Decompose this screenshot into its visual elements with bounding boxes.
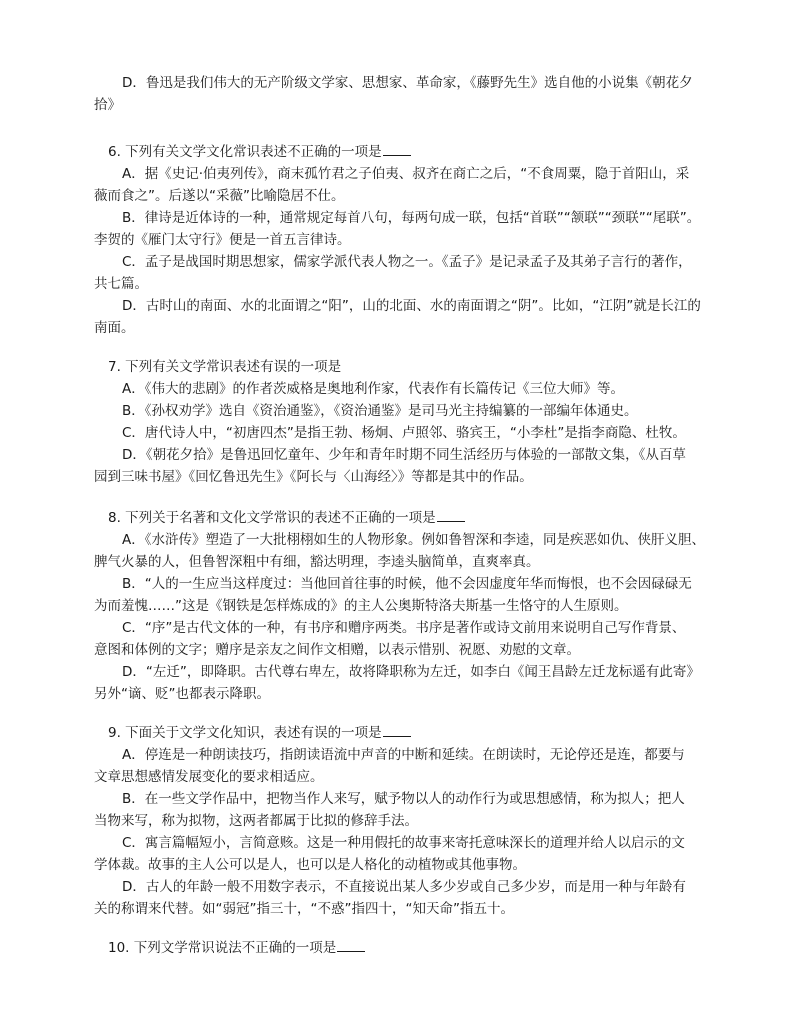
q8-option-d-line1: D．“左迁”，即降职。古代尊右卑左，故将降职称为左迁，如李白《闻王昌龄左迁龙标遥有此寄》 bbox=[122, 664, 700, 680]
q8-option-b-line1: B．“人的一生应当这样度过：当他回首往事的时候，他不会因虚度年华而悔恨，也不会因碌碌无 bbox=[122, 576, 692, 592]
q6-option-b-line1: B．律诗是近体诗的一种，通常规定每首八句，每两句成一联，包括“首联”“颔联”“颈联”“尾联”。 bbox=[122, 210, 701, 226]
q9-option-b-line1: B．在一些文学作品中，把物当作人来写，赋予物以人的动作行为或思想感情，称为拟人；把人 bbox=[122, 791, 685, 807]
q5-option-d-line1: D．鲁迅是我们伟大的无产阶级文学家、思想家、革命家，《藤野先生》选自他的小说集《朝花夕 bbox=[122, 75, 693, 91]
q9-option-a-line2: 文章思想感情发展变化的要求相适应。 bbox=[94, 769, 324, 785]
q6-option-d-line2: 南面。 bbox=[94, 320, 135, 336]
q6-option-a-line2: 薇而食之”。后遂以“采薇”比喻隐居不仕。 bbox=[94, 188, 345, 204]
q8-option-a-line2: 脾气火暴的人，但鲁智深粗中有细，豁达明理，李逵头脑简单，直爽率真。 bbox=[94, 554, 540, 570]
q8-option-b-line2: 为而羞愧……”这是《钢铁是怎样炼成的》的主人公奥斯特洛夫斯基一生恪守的人生原则。 bbox=[94, 598, 628, 614]
question-10-stem: 10. 下列文学常识说法不正确的一项是 bbox=[108, 937, 728, 959]
q9-option-b-line2: 当物来写，称为拟物，这两者都属于比拟的修辞手法。 bbox=[94, 813, 418, 829]
q6-option-c-line2: 共七篇。 bbox=[94, 276, 148, 292]
q9-option-a-line1: A．停连是一种朗读技巧，指朗读语流中声音的中断和延续。在朗读时，无论停还是连，都要与 bbox=[122, 747, 685, 763]
q9-option-c-line2: 学体裁。故事的主人公可以是人，也可以是人格化的动植物或其他事物。 bbox=[94, 857, 526, 873]
q6-option-c-line1: C．孟子是战国时期思想家，儒家学派代表人物之一。《孟子》是记录孟子及其弟子言行的著作， bbox=[122, 254, 692, 270]
q7-option-a: A．《伟大的悲剧》的作者茨威格是奥地利作家，代表作有长篇传记《三位大师》等。 bbox=[122, 381, 624, 397]
answer-blank bbox=[437, 507, 465, 522]
q9-option-d-line1: D．古人的年龄一般不用数字表示，不直接说出某人多少岁或自己多少岁，而是用一种与年龄有 bbox=[122, 879, 686, 895]
q9-option-c-line1: C．寓言篇幅短小，言简意赅。这是一种用假托的故事来寄托意味深长的道理并给人以启示的文 bbox=[122, 835, 685, 851]
answer-blank bbox=[337, 937, 365, 952]
q6-option-d-line1: D．古时山的南面、水的北面谓之“阳”，山的北面、水的南面谓之“阴”。比如，“江阴”就是长江的 bbox=[122, 298, 701, 314]
q7-option-d-line2: 园到三味书屋》《回忆鲁迅先生》《阿长与〈山海经〉》等都是其中的作品。 bbox=[94, 469, 533, 485]
q7-option-c: C．唐代诗人中，“初唐四杰”是指王勃、杨炯、卢照邻、骆宾王，“小李杜”是指李商隐、杜牧。 bbox=[122, 425, 686, 441]
question-9-stem: 9. 下面关于文学文化知识，表述有误的一项是 bbox=[108, 722, 728, 744]
question-7-stem: 7. 下列有关文学常识表述有误的一项是 bbox=[108, 359, 342, 375]
q6-option-a-line1: A．据《史记·伯夷列传》，商末孤竹君之子伯夷、叔齐在商亡之后，“不食周粟，隐于首阳山，采 bbox=[122, 166, 690, 182]
q8-option-a-line1: A．《水浒传》塑造了一大批栩栩如生的人物形象。例如鲁智深和李逵，同是疾恶如仇、侠肝义胆、 bbox=[122, 532, 705, 548]
q9-option-d-line2: 关的称谓来代替。如“弱冠”指三十，“不惑”指四十，“知天命”指五十。 bbox=[94, 901, 514, 917]
q7-option-d-line1: D．《朝花夕拾》是鲁迅回忆童年、少年和青年时期不同生活经历与体验的一部散文集，《从百草 bbox=[122, 447, 686, 463]
q6-option-b-line2: 李贺的《雁门太守行》便是一首五言律诗。 bbox=[94, 232, 351, 248]
q8-option-d-line2: 另外“谪、贬”也都表示降职。 bbox=[94, 686, 270, 702]
q7-option-b: B．《孙权劝学》选自《资治通鉴》，《资治通鉴》是司马光主持编纂的一部编年体通史。 bbox=[122, 403, 638, 419]
answer-blank bbox=[383, 141, 411, 156]
q8-option-c-line2: 意图和体例的文字；赠序是亲友之间作文相赠，以表示惜别、祝愿、劝慰的文章。 bbox=[94, 642, 580, 658]
answer-blank bbox=[383, 722, 411, 737]
question-6-stem: 6. 下列有关文学文化常识表述不正确的一项是 bbox=[108, 141, 728, 163]
q5-option-d-line2: 拾》 bbox=[94, 97, 121, 113]
q8-option-c-line1: C．“序”是古代文体的一种，有书序和赠序两类。书序是著作或诗文前用来说明自己写作背景、 bbox=[122, 620, 686, 636]
question-8-stem: 8. 下列关于名著和文化文学常识的表述不正确的一项是 bbox=[108, 507, 728, 529]
